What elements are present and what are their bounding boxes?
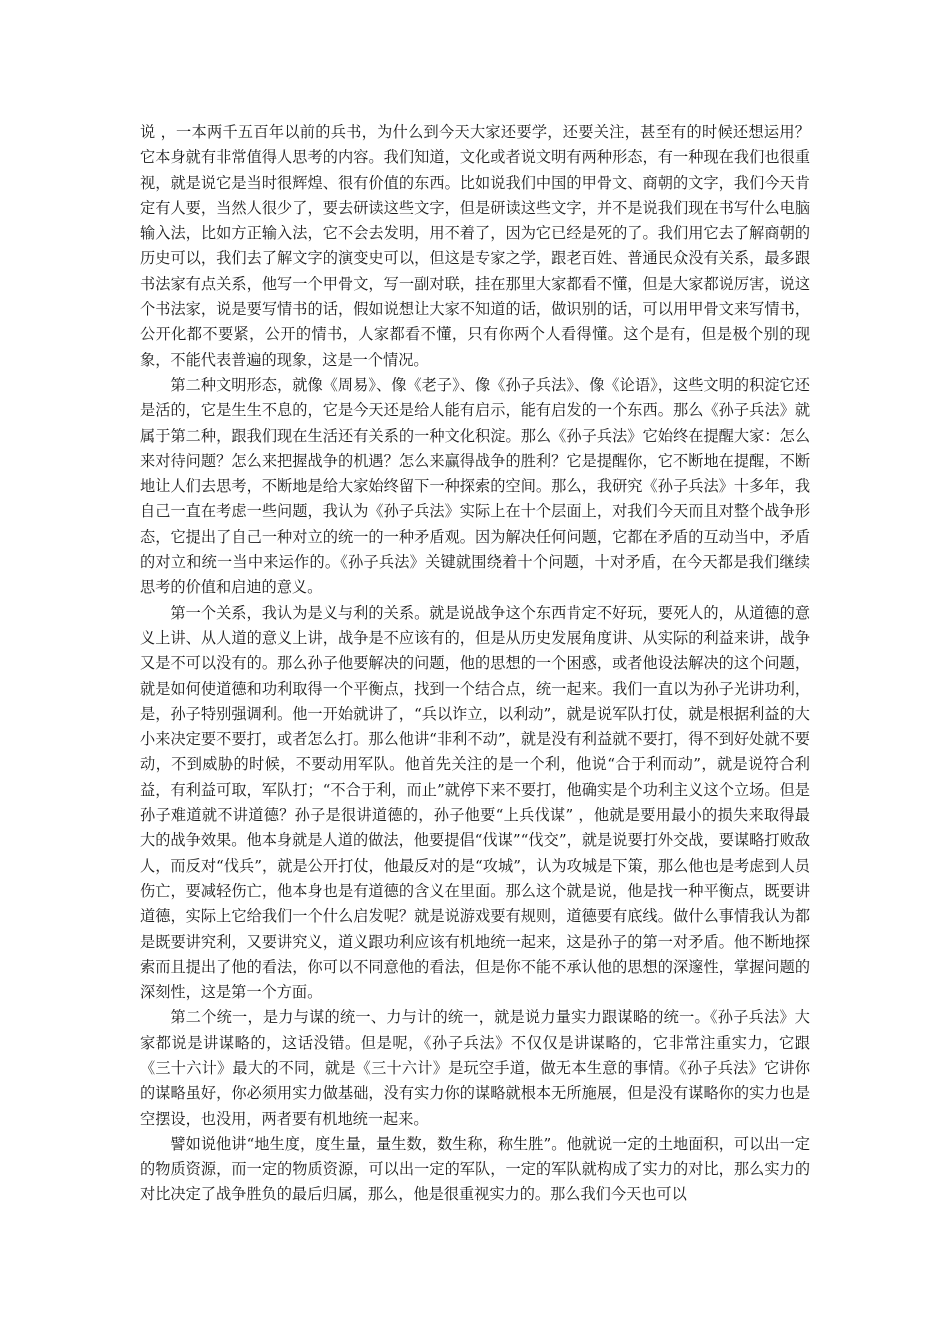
paragraph-5: 譬如说他讲“地生度，度生量，量生数，数生称，称生胜”。他就说一定的土地面积，可以出一定的物质资源，而一定的物质资源，可以出一定的军队，一定的军队就构成了实力的对比，那么实力的对比决定了战争胜负的最后归属，那么，他是很重视实力的。那么我们今天也可以 (140, 1134, 810, 1204)
paragraph-3: 第一个关系，我认为是义与利的关系。就是说战争这个东西肯定不好玩，要死人的，从道德的意义上讲、从人道的意义上讲，战争是不应该有的，但是从历史发展角度讲、从实际的利益来讲，战争又是不可以没有的。那么孙子他要解决的问题，他的思想的一个困惑，或者他设法解决的这个问题，就是如何使道德和功利取得一个平衡点，找到一个结合点，统一起来。我们一直以为孙子光讲功利，是，孙子特别强调利。他一开始就讲了，“兵以诈立，以利动”，就是说军队打仗，就是根据利益的大小来决定要不要打，或者怎么打。那么他讲“非利不动”，就是没有利益就不要打，得不到好处就不要动，不到威胁的时候，不要动用军队。他首先关注的是一个利，他说“合于利而动”，就是说符合利益，有利益可取，军队打；“不合于利，而止”就停下来不要打，他确实是个功利主义这个立场。但是孙子难道就不讲道德？孙子是很讲道德的，孙子他要“上兵伐谋” ，他就是要用最小的损失来取得最大的战争效果。他本身就是人道的做法，他要提倡“伐谋”“伐交”，就是说要打外交战，要谋略打败敌人，而反对“伐兵”，就是公开打仗，他最反对的是“攻城”，认为攻城是下策，那么他也是考虑到人员伤亡，要减轻伤亡，他本身也是有道德的含义在里面。那么这个就是说，他是找一种平衡点，既要讲道德，实际上它给我们一个什么启发呢？就是说游戏要有规则，道德要有底线。做什么事情我认为都是既要讲究利，又要讲究义，道义跟功利应该有机地统一起来，这是孙子的第一对矛盾。他不断地探索而且提出了他的看法，你可以不同意他的看法，但是你不能不承认他的思想的深邃性，掌握问题的深刻性，这是第一个方面。 (140, 603, 810, 1002)
document-body (140, 120, 810, 1208)
paragraph-4: 第二个统一，是力与谋的统一、力与计的统一，就是说力量实力跟谋略的统一。《孙子兵法》大家都说是讲谋略的，这话没错。但是呢，《孙子兵法》不仅仅是讲谋略的，它非常注重实力，它跟《三十六计》最大的不同，就是《三十六计》是玩空手道，做无本生意的事情。《孙子兵法》它讲你的谋略虽好，你必须用实力做基础，没有实力你的谋略就根本无所施展，但是没有谋略你的实力也是空摆设，也没用，两者要有机地统一起来。 (140, 1008, 810, 1128)
paragraph-1: 说 ，一本两千五百年以前的兵书，为什么到今天大家还要学，还要关注，甚至有的时候还想运用？它本身就有非常值得人思考的内容。我们知道，文化或者说文明有两种形态，有一种现在我们也很重视，就是说它是当时很辉煌、很有价值的东西。比如说我们中国的甲骨文、商朝的文字，我们今天肯定有人要，当然人很少了，要去研读这些文字，但是研读这些文字，并不是说我们现在书写什么电脑输入法，比如方正输入法，它不会去发明，用不着了，因为它已经是死的了。我们用它去了解商朝的历史可以，我们去了解文字的演变史可以，但这是专家之学，跟老百姓、普通民众没有关系，最多跟书法家有点关系，他写一个甲骨文，写一副对联，挂在那里大家都看不懂，但是大家都说厉害，说这个书法家，说是要写情书的话，假如说想让大家不知道的话，做识别的话，可以用甲骨文来写情书，公开化都不要紧，公开的情书，人家都看不懂，只有你两个人看得懂。这个是有，但是极个别的现象，不能代表普遍的现象，这是一个情况。 (140, 123, 810, 369)
paragraph-2: 第二种文明形态，就像《周易》、像《老子》、像《孙子兵法》、像《论语》，这些文明的积淀它还是活的，它是生生不息的，它是今天还是给人能有启示，能有启发的一个东西。那么《孙子兵法》就属于第二种，跟我们现在生活还有关系的一种文化积淀。那么《孙子兵法》它始终在提醒大家：怎么来对待问题？怎么来把握战争的机遇？怎么来赢得战争的胜利？它是提醒你，它不断地在提醒，不断地让人们去思考，不断地是给大家始终留下一种探索的空间。那么，我研究《孙子兵法》十多年，我自己一直在考虑一些问题，我认为《孙子兵法》实际上在十个层面上，对我们今天而且对整个战争形态，它提出了自己一种对立的统一的一种矛盾观。因为解决任何问题，它都在矛盾的互动当中，矛盾的对立和统一当中来运作的。《孙子兵法》关键就围绕着十个问题，十对矛盾，在今天都是我们继续思考的价值和启迪的意义。 (140, 375, 810, 597)
